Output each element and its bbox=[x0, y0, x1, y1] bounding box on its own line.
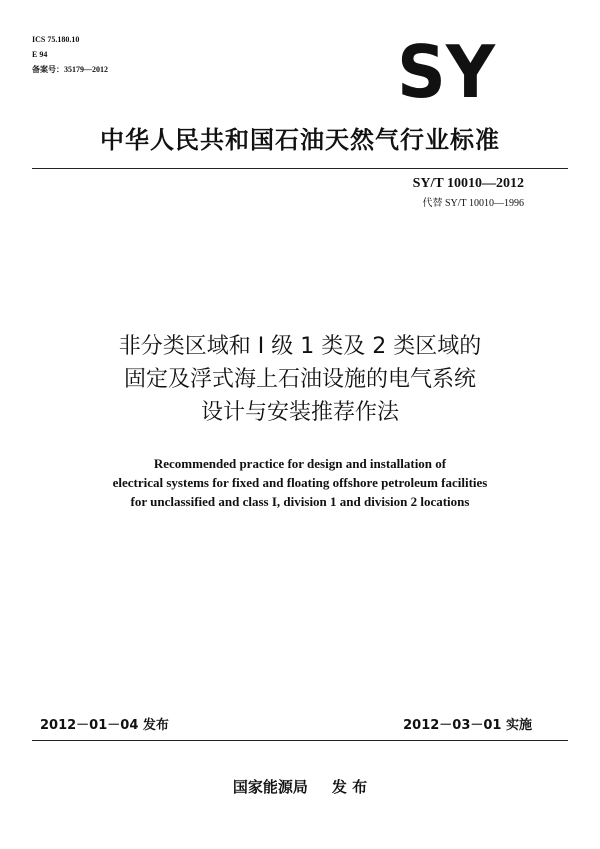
chinese-title bbox=[0, 330, 600, 429]
publisher-line bbox=[0, 776, 600, 797]
ics-code: ICS 75.180.10 bbox=[32, 35, 80, 44]
org-title: 中华人民共和国石油天然气行业标准 bbox=[100, 126, 500, 154]
english-title-line-1: Recommended practice for design and installation of bbox=[153, 456, 447, 471]
standard-number: SY/T 10010—2012 bbox=[412, 176, 524, 191]
publisher-name: 国家能源局 bbox=[232, 778, 308, 796]
chinese-title-line-1: 非分类区域和 I 级 1 类及 2 类区域的 bbox=[118, 334, 482, 359]
sy-logo bbox=[396, 33, 496, 105]
issue-date: 2012－01－04 发布 bbox=[40, 718, 169, 733]
classification-code: E 94 bbox=[32, 50, 48, 59]
chinese-title-line-2: 固定及浮式海上石油设施的电气系统 bbox=[123, 367, 476, 392]
english-title bbox=[0, 454, 600, 511]
top-divider bbox=[32, 168, 568, 169]
meta-block bbox=[32, 32, 108, 77]
english-title-line-2: electrical systems for fixed and floating offshore petroleum facilities bbox=[112, 475, 488, 490]
publisher-action: 发 布 bbox=[331, 778, 368, 796]
bottom-divider bbox=[32, 740, 568, 741]
chinese-title-line-3: 设计与安装推荐作法 bbox=[200, 400, 399, 425]
replaces-standard: 代替 SY/T 10010—1996 bbox=[422, 198, 524, 209]
sy-logo-text: SY bbox=[397, 33, 496, 105]
english-title-line-3: for unclassified and class I, division 1 and division 2 locations bbox=[130, 494, 470, 509]
record-number: 备案号：35179—2012 bbox=[32, 65, 108, 74]
effective-date: 2012－03－01 实施 bbox=[403, 718, 532, 733]
standard-code-block bbox=[413, 176, 524, 209]
